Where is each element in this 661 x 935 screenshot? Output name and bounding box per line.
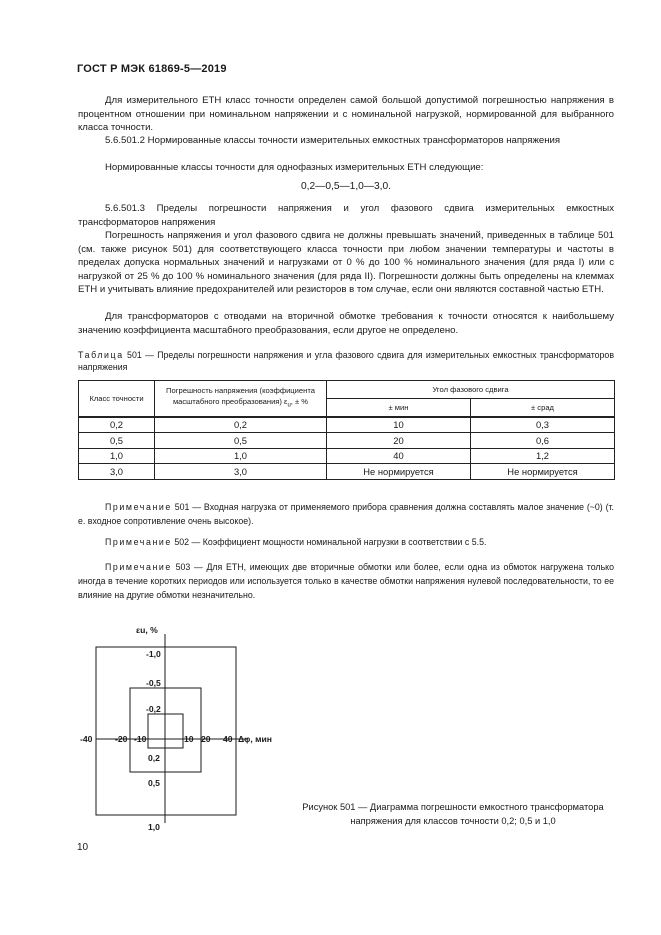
table-caption — [78, 349, 614, 374]
error-limits-table — [78, 380, 615, 480]
section-5-6-501-3-heading: 5.6.501.3 Пределы погрешности напряжения и угол фазового сдвига измерительных емкостных трансформаторов напряжения — [78, 203, 614, 228]
paragraph-tapped-transformers: Для трансформаторов с отводами на вторичной обмотке требования к точности относятся к наибольшему значению коэффициента масштабного преобразования, если другое не определено. — [78, 311, 614, 336]
paragraph-accuracy-class: Для измерительного ЕТН класс точности определен самой большой допустимой погрешностью напряжения в процентном отношении при номинальном напряжении и с номинальной нагрузкой, нормированной для выбранного класса точности. — [78, 95, 614, 134]
header-accuracy-class: Класс точности — [79, 381, 155, 417]
error-diagram-figure — [60, 620, 290, 835]
class-1-0-box — [96, 647, 236, 815]
table-row: 0,5 0,5 20 0,6 — [79, 433, 615, 449]
y-tick-label: -0,5 — [146, 678, 161, 688]
y-tick-label: 0,2 — [148, 753, 160, 763]
x-tick-label: 20 — [201, 734, 211, 744]
figure-caption: Рисунок 501 — Диаграмма погрешности емкостного трансформатора напряжения для классов точности 0,2; 0,5 и 1,0 — [302, 802, 604, 826]
accuracy-class-list: 0,2—0,5—1,0—3,0. — [300, 181, 392, 192]
y-tick-label: 1,0 — [148, 822, 160, 832]
table-caption-text: 501 — Пределы погрешности напряжения и угла фазового сдвига для измерительных емкостных трансформаторов напряжения — [78, 350, 614, 373]
y-tick-label: -1,0 — [146, 649, 161, 659]
y-tick-label: -0,2 — [146, 704, 161, 714]
table-row: 1,0 1,0 40 1,2 — [79, 448, 615, 464]
note-503: Примечание 503 — Для ЕТН, имеющих две вторичные обмотки или более, если одна из обмоток нагружена только иногда в течение коротких периодов или используется только в качестве обмотки напряжения нулевой последовательности, то ее влияние на другие обмотки незначительно. — [78, 562, 614, 600]
x-tick-label: -40 — [80, 734, 93, 744]
section-5-6-501-2-heading: 5.6.501.2 Нормированные классы точности измерительных емкостных трансформаторов напряжения — [105, 135, 561, 146]
table-row: 0,2 0,2 10 0,3 — [79, 417, 615, 433]
x-axis-label: Δφ, мин — [238, 734, 272, 744]
x-tick-label: 10 — [184, 734, 194, 744]
page-number: 10 — [77, 842, 89, 853]
paragraph-normalized-classes: Нормированные классы точности для однофазных измерительных ЕТН следующие: — [105, 162, 484, 173]
header-phase-angle: Угол фазового сдвига — [327, 381, 615, 399]
note-501: Примечание 501 — Входная нагрузка от применяемого прибора сравнения должна составлять малое значение (~0) (т. е. входное сопротивление очень высокое). — [78, 502, 614, 526]
header-minutes: ± мин — [327, 399, 471, 417]
x-tick-label: -10 — [134, 734, 147, 744]
document-header: ГОСТ Р МЭК 61869-5—2019 — [77, 63, 227, 75]
y-axis-label: εu, % — [136, 625, 158, 635]
header-voltage-error: Погрешность напряжения (коэффициента масштабного преобразования) $\varepsilon_u$, ± % — [155, 381, 327, 417]
x-tick-label: 40 — [223, 734, 233, 744]
x-tick-label: -20 — [115, 734, 128, 744]
paragraph-error-limits: Погрешность напряжения и угол фазового сдвига не должны превышать значений, приведенных в таблице 501 (см. также рисунок 501) для соответствующего класса точности при любом значении температуры и частоты в пределах допуска нормальных значений и нагрузками от 0 % до 100 % номинального значения (для ряда I) или с нагрузкой от 25 % до 100 % номинального значения (для ряда II). Погрешности должны быть определены на клеммах ЕТН и учитывать влияние предохранителей или резисторов в том случае, если они являются составной частью ЕТН. — [78, 230, 614, 296]
header-centiradians: ± срад — [471, 399, 615, 417]
table-caption-label: Таблица — [78, 350, 124, 360]
note-502: Примечание 502 — Коэффициент мощности номинальной нагрузки в соответствии с 5.5. — [105, 537, 487, 547]
y-tick-label: 0,5 — [148, 778, 160, 788]
table-row: 3,0 3,0 Не нормируется Не нормируется — [79, 464, 615, 480]
